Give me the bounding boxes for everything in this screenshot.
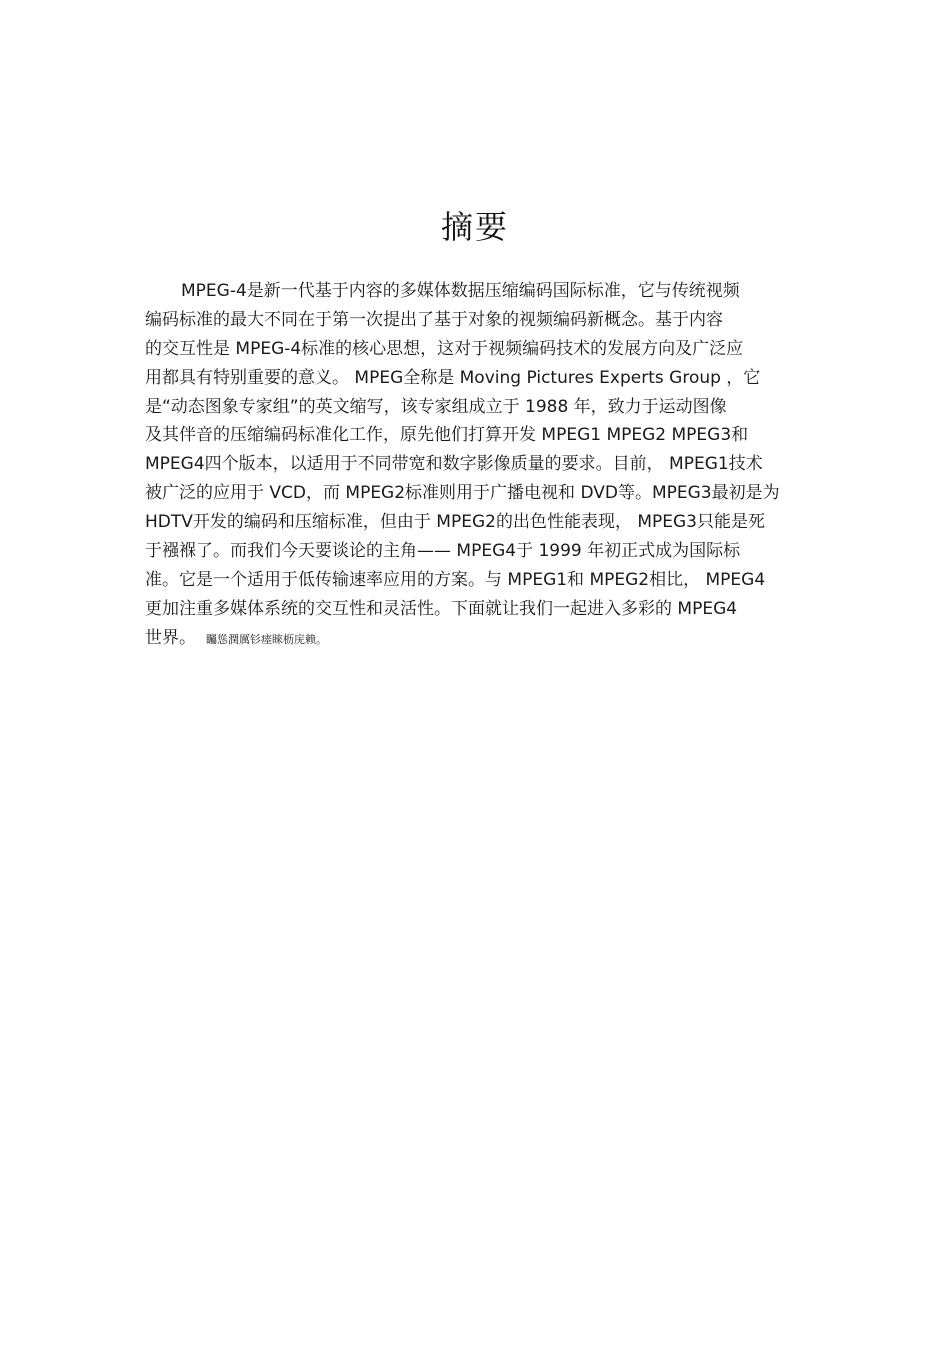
abstract-line: 准。它是一个适用于低传输速率应用的方案。与 MPEG1和 MPEG2相比， MPEG4: [145, 569, 766, 590]
abstract-line: 用都具有特别重要的意义。 MPEG全称是 Moving Pictures Experts Group ，它: [145, 367, 761, 388]
tail-note: 矚慫潤厲钐瘗睞枥庑赖。: [206, 632, 327, 646]
abstract-last-line: [145, 624, 835, 653]
abstract-line: 编码标准的最大不同在于第一次提出了基于对象的视频编码新概念。基于内容: [145, 309, 723, 330]
abstract-line: 更加注重多媒体系统的交互性和灵活性。下面就让我们一起进入多彩的 MPEG4: [145, 598, 738, 619]
abstract-line: MPEG4四个版本，以适用于不同带宽和数字影像质量的要求。目前， MPEG1技术: [145, 454, 763, 475]
abstract-line-text: 世界。: [145, 627, 196, 648]
abstract-line: 是“动态图象专家组”的英文缩写，该专家组成立于 1988 年，致力于运动图像: [145, 396, 727, 417]
abstract-line: 的交互性是 MPEG-4标准的核心思想，这对于视频编码技术的发展方向及广泛应: [145, 338, 744, 359]
abstract-line: 及其伴音的压缩编码标准化工作，原先他们打算开发 MPEG1 MPEG2 MPEG3和: [145, 425, 749, 446]
abstract-line: 被广泛的应用于 VCD，而 MPEG2标准则用于广播电视和 DVD等。MPEG3最初是为: [145, 483, 780, 504]
abstract-line: 于襁褓了。而我们今天要谈论的主角—— MPEG4于 1999 年初正式成为国际标: [145, 541, 741, 562]
abstract-body: [145, 277, 835, 653]
abstract-line: MPEG-4是新一代基于内容的多媒体数据压缩编码国际标准，它与传统视频: [181, 281, 740, 301]
abstract-line: HDTV开发的编码和压缩标准，但由于 MPEG2的出色性能表现， MPEG3只能是死: [145, 512, 765, 533]
page-title: 摘要: [440, 208, 509, 246]
